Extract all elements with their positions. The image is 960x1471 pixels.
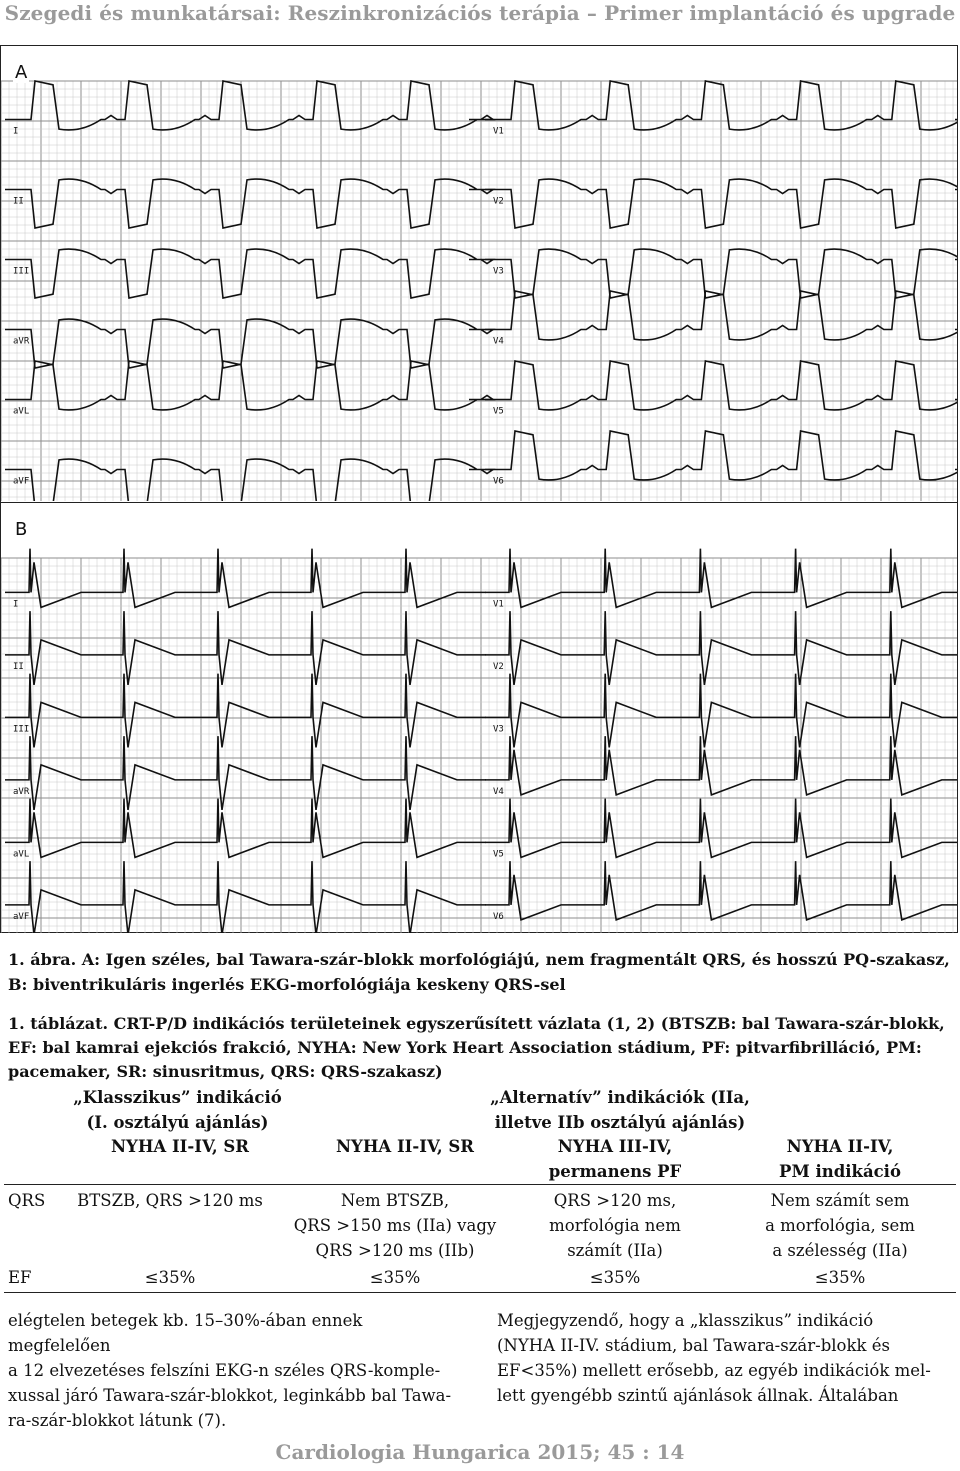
lead-label: III — [13, 724, 30, 735]
cell-line: ≤35% — [144, 1268, 196, 1287]
lead-label: aVL — [13, 406, 30, 417]
cell-line: ≤35% — [814, 1268, 866, 1287]
body-line: Megjegyzendő, hogy a „klasszikus” indikáció — [497, 1311, 874, 1330]
lead-label: V6 — [493, 911, 504, 922]
body-line: a 12 elvezetéses felszíni EKG-n széles QRS-komple- — [8, 1361, 441, 1380]
cell-line: számít (IIa) — [567, 1241, 663, 1260]
cell-qrs-1 — [60, 1188, 280, 1213]
group-header-alternative — [455, 1085, 785, 1135]
running-head: Szegedi és munkatársai: Reszinkronizációs terápia – Primer implantáció és upgrade — [4, 1, 956, 25]
cell-line: Nem BTSZB, — [340, 1191, 450, 1210]
column-header-line: NYHA II-IV, — [786, 1137, 894, 1156]
ecg-grid — [1, 558, 957, 933]
lead-label: aVF — [13, 911, 30, 922]
lead-label: V2 — [493, 196, 504, 207]
lead-label: II — [13, 661, 24, 672]
column-header-3 — [515, 1134, 715, 1184]
lead-label: aVR — [13, 336, 30, 347]
cell-line: Nem számít sem — [770, 1191, 910, 1210]
body-line: xussal járó Tawara-szár-blokkot, leginkább bal Tawa- — [8, 1386, 452, 1405]
lead-label: III — [13, 266, 30, 277]
lead-label: I — [13, 126, 19, 137]
lead-label: V5 — [493, 406, 504, 417]
group-header-classic — [40, 1085, 315, 1135]
group-header-classic-line: „Klasszikus” indikáció — [73, 1088, 282, 1107]
column-header-line: NYHA II-IV, SR — [335, 1137, 475, 1156]
cell-ef-1 — [60, 1265, 280, 1290]
lead-label: V1 — [493, 599, 504, 610]
lead-label: V3 — [493, 724, 504, 735]
table-rule-top — [4, 1184, 956, 1185]
lead-label: I — [13, 599, 19, 610]
cell-line: ≤35% — [369, 1268, 421, 1287]
ecg-lead-trace — [5, 861, 486, 933]
ecg-lead-trace — [5, 799, 486, 858]
table-title: 1. táblázat. CRT-P/D indikációs területeinek egyszerűsített vázlata (1, 2) (BTSZB: bal Tawara-szár-blokk, EF: bal kamrai ejekciós frakció, NYHA: New York Heart Association stádium, PF: pitvarfibrilláció, PM: pacemaker, SR: sinusritmus, QRS: QRS-szakasz) — [8, 1014, 945, 1081]
cell-line: a morfológia, sem — [765, 1216, 915, 1235]
body-line: EF<35%) mellett erősebb, az egyéb indikációk mel- — [497, 1361, 931, 1380]
panel-label-b: B — [15, 519, 28, 540]
column-header-1 — [70, 1134, 290, 1159]
group-header-alt-line: illetve IIb osztályú ajánlás) — [494, 1113, 746, 1132]
lead-label: II — [13, 196, 24, 207]
column-header-4 — [735, 1134, 945, 1184]
column-header-line: permanens PF — [548, 1162, 682, 1181]
body-text-right — [497, 1308, 955, 1408]
body-line: (NYHA II-IV. stádium, bal Tawara-szár-blokk és — [497, 1336, 890, 1355]
body-text-left — [8, 1308, 468, 1433]
lead-label: V3 — [493, 266, 504, 277]
ecg-lead-trace — [5, 674, 486, 748]
cell-qrs-3 — [515, 1188, 715, 1263]
table-rule-bottom — [4, 1292, 956, 1293]
column-header-line: PM indikáció — [779, 1162, 901, 1181]
cell-line: ≤35% — [589, 1268, 641, 1287]
figure-caption: 1. ábra. A: Igen széles, bal Tawara-szár-blokk morfológiájú, nem fragmentált QRS, és hosszú PQ-szakasz, B: biventrikuláris ingerlés EKG-morfológiája keskeny QRS-sel — [8, 950, 950, 994]
cell-ef-2 — [280, 1265, 510, 1290]
lead-label: V2 — [493, 661, 504, 672]
cell-ef-4 — [735, 1265, 945, 1290]
cell-line: BTSZB, QRS >120 ms — [77, 1191, 263, 1210]
cell-ef-3 — [515, 1265, 715, 1290]
ecg-panel-a — [1, 46, 957, 501]
lead-label: V5 — [493, 849, 504, 860]
ecg-panel-b — [1, 502, 957, 933]
panel-label-a: A — [15, 62, 28, 83]
group-header-alt-line: „Alternatív” indikációk (IIa, — [490, 1088, 750, 1107]
cell-line: QRS >120 ms (IIb) — [315, 1241, 475, 1260]
ecg-trace-b — [1, 503, 957, 933]
cell-qrs-4 — [735, 1188, 945, 1263]
lead-label: V6 — [493, 476, 504, 487]
lead-label: aVF — [13, 476, 30, 487]
journal-footer: Cardiologia Hungarica 2015; 45 : 14 — [275, 1440, 685, 1464]
lead-label: aVL — [13, 849, 30, 860]
body-line: elégtelen betegek kb. 15–30%-ában ennek megfelelően — [8, 1311, 363, 1355]
cell-line: QRS >150 ms (IIa) vagy — [293, 1216, 497, 1235]
ecg-figure — [0, 45, 958, 933]
lead-label: aVR — [13, 786, 30, 797]
cell-line: a szélesség (IIa) — [772, 1241, 908, 1260]
ecg-lead-trace — [5, 736, 486, 810]
body-line: ra-szár-blokkot látunk (7). — [8, 1411, 227, 1430]
lead-label: V4 — [493, 786, 504, 797]
column-header-line: NYHA III-IV, — [557, 1137, 673, 1156]
column-header-line: NYHA II-IV, SR — [110, 1137, 250, 1156]
row-label-qrs: QRS — [8, 1191, 46, 1210]
cell-line: morfológia nem — [549, 1216, 681, 1235]
body-line: lett gyengébb szintű ajánlások állnak. Általában — [497, 1386, 899, 1405]
row-label-ef: EF — [8, 1268, 32, 1287]
column-header-2 — [300, 1134, 510, 1159]
ecg-grid — [1, 81, 957, 501]
lead-label: V4 — [493, 336, 504, 347]
cell-qrs-2 — [280, 1188, 510, 1263]
group-header-classic-line: (I. osztályú ajánlás) — [86, 1113, 269, 1132]
cell-line: QRS >120 ms, — [553, 1191, 677, 1210]
ecg-lead-trace — [5, 549, 486, 608]
ecg-trace-a — [1, 46, 957, 501]
lead-label: V1 — [493, 126, 504, 137]
